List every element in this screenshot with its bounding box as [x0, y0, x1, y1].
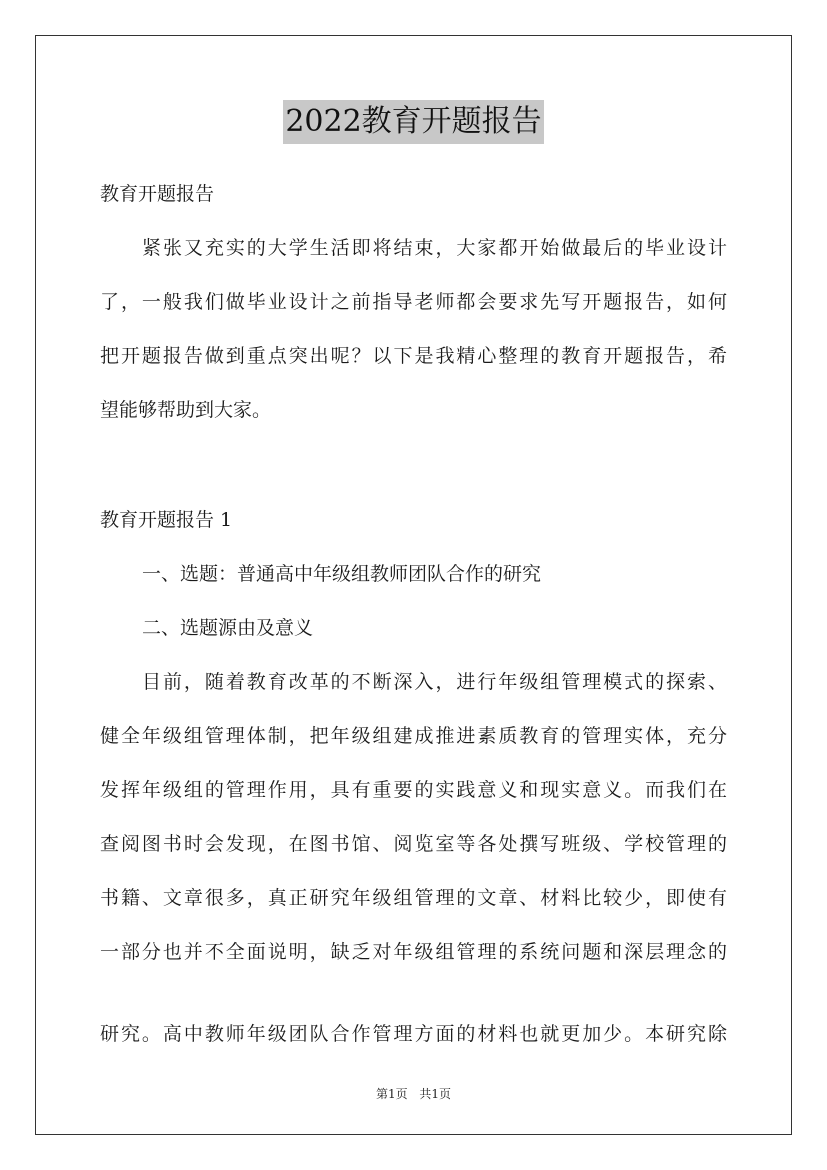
- body-line-5: 书籍、文章很多，真正研究年级组管理的文章、材料比较少，即使有: [100, 887, 727, 909]
- body-line-3: 发挥年级组的管理作用，具有重要的实践意义和现实意义。而我们在: [100, 779, 727, 801]
- topic-line: 一、选题：普通高中年级组教师团队合作的研究: [142, 563, 542, 585]
- document-subtitle: 教育开题报告: [100, 183, 215, 205]
- page-total: 共1页: [419, 1087, 452, 1101]
- body-line-1: 目前，随着教育改革的不断深入，进行年级组管理模式的探索、: [142, 671, 727, 693]
- body-line-4: 查阅图书时会发现，在图书馆、阅览室等各处撰写班级、学校管理的: [100, 833, 727, 855]
- reason-heading: 二、选题源由及意义: [142, 617, 314, 639]
- intro-line-2: 了，一般我们做毕业设计之前指导老师都会要求先写开题报告，如何: [100, 291, 727, 313]
- intro-line-4: 望能够帮助到大家。: [100, 399, 272, 421]
- body-line-2: 健全年级组管理体制，把年级组建成推进素质教育的管理实体，充分: [100, 725, 727, 747]
- page-footer: [0, 1085, 827, 1102]
- section-heading: 教育开题报告 1: [100, 509, 233, 531]
- intro-line-1: 紧张又充实的大学生活即将结束，大家都开始做最后的毕业设计: [142, 237, 727, 259]
- intro-line-3: 把开题报告做到重点突出呢？以下是我精心整理的教育开题报告，希: [100, 345, 727, 367]
- page-number: 第1页: [375, 1087, 408, 1101]
- body-line-7: 研究。高中教师年级团队合作管理方面的材料也就更加少。本研究除: [100, 1023, 727, 1045]
- body-line-6: 一部分也并不全面说明，缺乏对年级组管理的系统问题和深层理念的: [100, 941, 727, 963]
- document-title: 2022教育开题报告: [283, 100, 543, 144]
- title-container: [0, 100, 827, 144]
